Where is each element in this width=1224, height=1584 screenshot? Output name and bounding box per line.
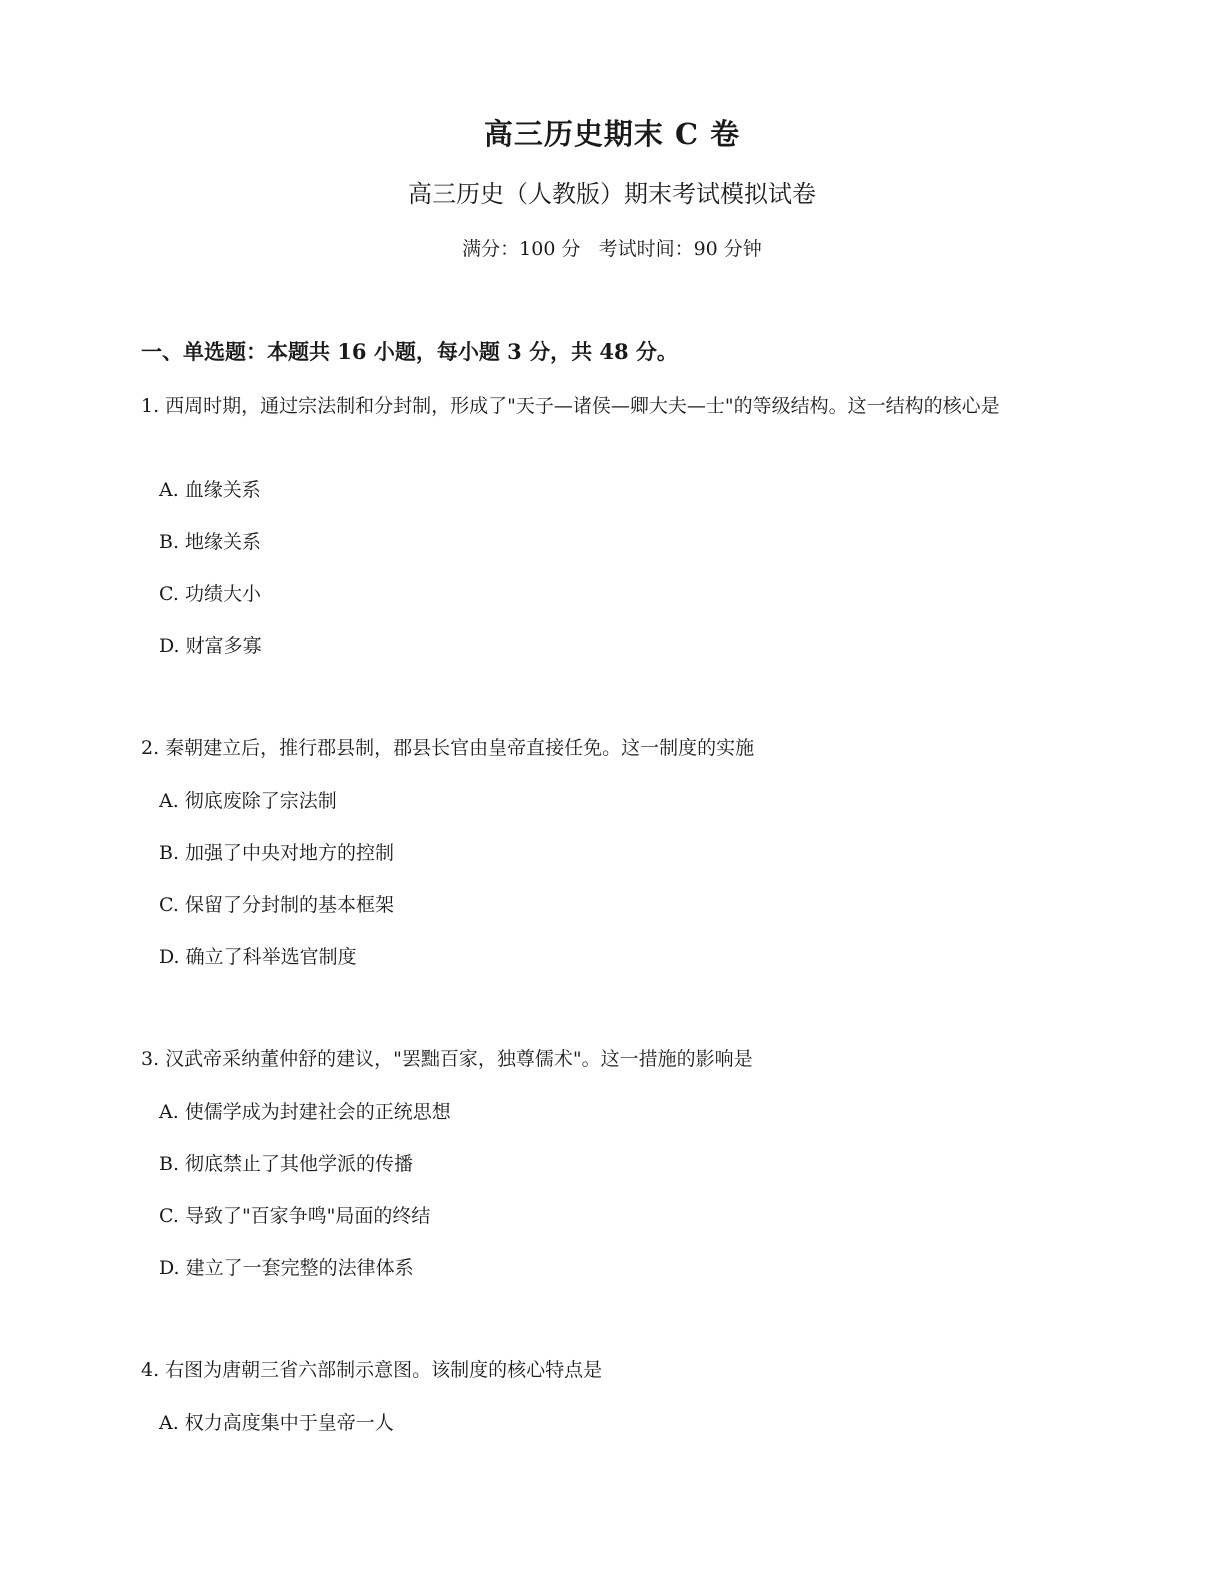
option-a: A. 彻底废除了宗法制	[159, 790, 337, 812]
option-b: B. 地缘关系	[159, 531, 262, 553]
option-d: D. 建立了一套完整的法律体系	[159, 1257, 414, 1279]
section-heading: 一、单选题：本题共 16 小题，每小题 3 分，共 48 分。	[141, 339, 678, 364]
option-d: D. 财富多寡	[159, 635, 262, 657]
option-a: A. 血缘关系	[159, 479, 261, 501]
question-3	[141, 1043, 1061, 1279]
question-stem: 1. 西周时期，通过宗法制和分封制，形成了"天子—诸侯—卿大夫—士"的等级结构。这一结构的核心是	[141, 395, 1000, 417]
question-stem: 2. 秦朝建立后，推行郡县制，郡县长官由皇帝直接任免。这一制度的实施	[141, 737, 755, 759]
exam-meta: 满分：100 分 考试时间：90 分钟	[462, 238, 762, 260]
question-stem: 3. 汉武帝采纳董仲舒的建议，"罢黜百家，独尊儒术"。这一措施的影响是	[141, 1048, 753, 1070]
option-c: C. 导致了"百家争鸣"局面的终结	[159, 1205, 431, 1227]
option-b: B. 加强了中央对地方的控制	[159, 842, 395, 864]
option-d: D. 确立了科举选官制度	[159, 946, 357, 968]
option-b: B. 彻底禁止了其他学派的传播	[159, 1153, 414, 1175]
option-a: A. 权力高度集中于皇帝一人	[159, 1412, 394, 1434]
option-a: A. 使儒学成为封建社会的正统思想	[159, 1101, 451, 1123]
exam-title: 高三历史期末 C 卷	[483, 117, 741, 151]
question-4	[141, 1354, 1061, 1434]
question-2	[141, 732, 1061, 968]
question-stem: 4. 右图为唐朝三省六部制示意图。该制度的核心特点是	[141, 1359, 603, 1381]
question-1	[141, 390, 1061, 657]
option-c: C. 功绩大小	[159, 583, 261, 605]
option-c: C. 保留了分封制的基本框架	[159, 894, 394, 916]
exam-subtitle: 高三历史（人教版）期末考试模拟试卷	[408, 180, 816, 208]
